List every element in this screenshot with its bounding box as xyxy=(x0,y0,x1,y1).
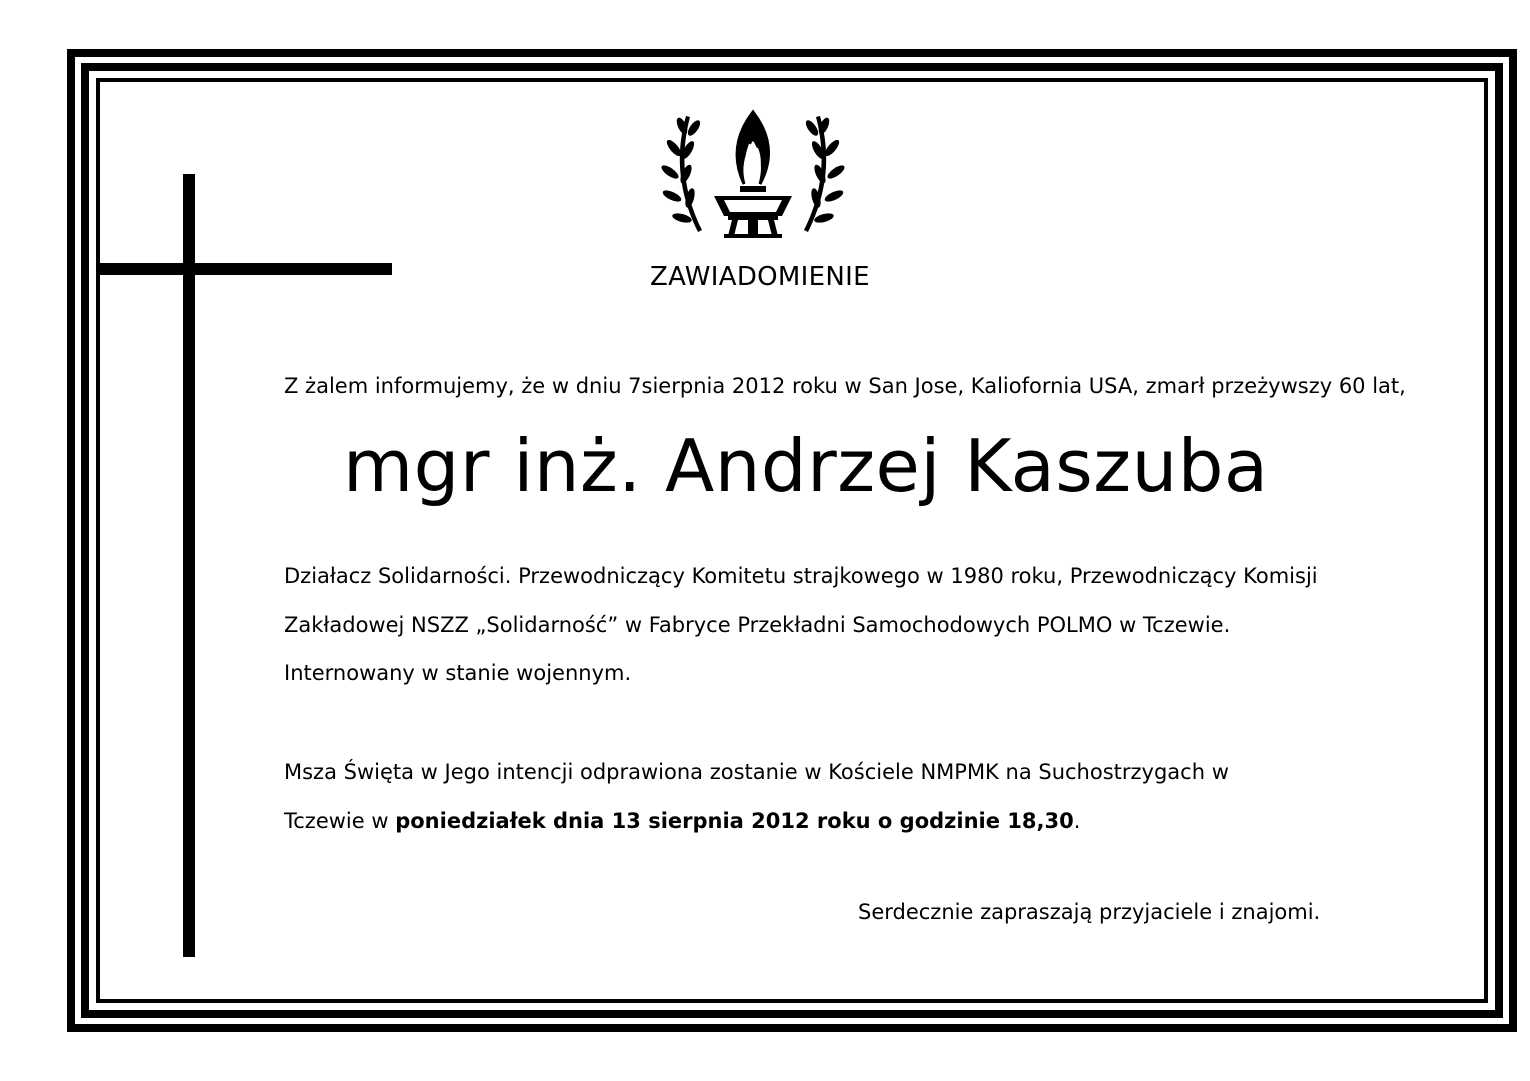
mass-info-suffix: . xyxy=(1073,809,1081,833)
biography-line: Działacz Solidarności. Przewodniczący Komitetu strajkowego w 1980 roku, Przewodniczący Komisji xyxy=(284,564,1318,588)
biography-line: Internowany w stanie wojennym. xyxy=(284,661,632,685)
biography-line: Zakładowej NSZZ „Solidarność” w Fabryce Przekładni Samochodowych POLMO w Tczewie. xyxy=(284,613,1231,637)
invitation-text: Serdecznie zapraszają przyjaciele i znajomi. xyxy=(858,900,1321,924)
mass-info-line xyxy=(284,811,1080,832)
intro-text: Z żalem informujemy, że w dniu 7sierpnia 2012 roku w San Jose, Kaliofornia USA, zmarł przeżywszy 60 lat, xyxy=(284,374,1406,398)
mass-info-prefix: Tczewie w xyxy=(284,809,396,833)
cross-vertical-bar xyxy=(183,174,195,957)
mass-info-line: Msza Święta w Jego intencji odprawiona zostanie w Kościele NMPMK na Suchostrzygach w xyxy=(284,760,1229,784)
mass-date-time: poniedziałek dnia 13 sierpnia 2012 roku o godzinie 18,30 xyxy=(395,809,1074,833)
deceased-name: mgr inż. Andrzej Kaszuba xyxy=(343,424,1269,508)
flame-wreath-icon xyxy=(648,104,858,244)
cross-horizontal-bar xyxy=(98,263,392,275)
notice-heading: ZAWIADOMIENIE xyxy=(650,262,870,292)
